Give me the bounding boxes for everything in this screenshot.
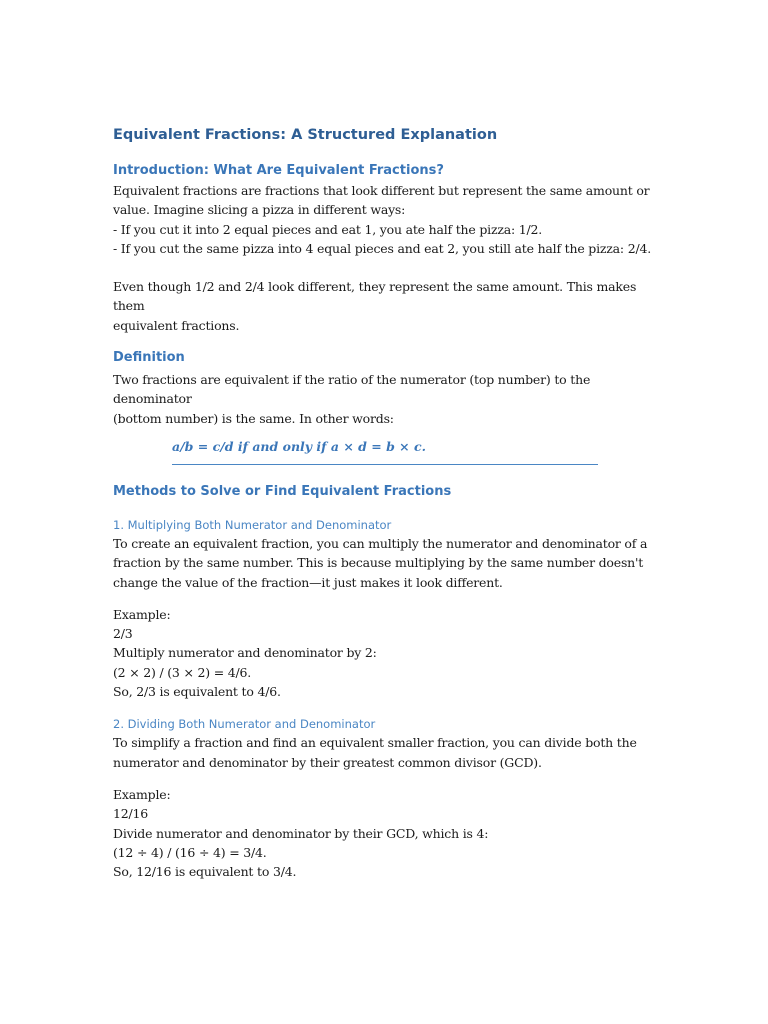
example-line: So, 2/3 is equivalent to 4/6. xyxy=(113,684,281,700)
text-line: Even though 1/2 and 2/4 look different, they represent the same amount. This makes them xyxy=(113,279,637,314)
document-title: Equivalent Fractions: A Structured Explanation xyxy=(113,127,498,143)
definition-paragraph xyxy=(113,370,658,428)
method-1-heading: 1. Multiplying Both Numerator and Denominator xyxy=(113,517,392,532)
document-content xyxy=(113,124,658,881)
text-line: fraction by the same number. This is because multiplying by the same number doesn't xyxy=(113,555,644,571)
text-line: numerator and denominator by their greatest common divisor (GCD). xyxy=(113,754,542,770)
method-2-example xyxy=(113,785,658,881)
example-line: Example: xyxy=(113,606,171,622)
example-line: 12/16 xyxy=(113,806,149,822)
example-line: Multiply numerator and denominator by 2: xyxy=(113,645,377,661)
text-line: To simplify a fraction and find an equivalent smaller fraction, you can divide both the xyxy=(113,735,637,751)
text-line: To create an equivalent fraction, you can multiply the numerator and denominator of a xyxy=(113,535,648,551)
example-line: (2 × 2) / (3 × 2) = 4/6. xyxy=(113,664,252,680)
method-1-example xyxy=(113,605,658,701)
intro-paragraph-2 xyxy=(113,277,658,335)
example-line: 2/3 xyxy=(113,626,133,642)
text-line: change the value of the fraction—it just makes it look different. xyxy=(113,574,503,590)
text-line: Equivalent fractions are fractions that look different but represent the same amount or xyxy=(113,183,650,198)
text-line: equivalent fractions. xyxy=(113,317,240,333)
example-line: Divide numerator and denominator by their GCD, which is 4: xyxy=(113,825,489,841)
bullet-item: - If you cut it into 2 equal pieces and eat 1, you ate half the pizza: 1/2. xyxy=(113,221,543,237)
definition-formula: a/b = c/d if and only if a × d = b × c. xyxy=(172,437,598,465)
definition-heading: Definition xyxy=(113,350,185,366)
text-line: value. Imagine slicing a pizza in different ways: xyxy=(113,202,406,218)
method-2-heading: 2. Dividing Both Numerator and Denominator xyxy=(113,717,376,732)
method-1-paragraph xyxy=(113,534,658,592)
example-line: (12 ÷ 4) / (16 ÷ 4) = 3/4. xyxy=(113,844,267,860)
intro-heading: Introduction: What Are Equivalent Fractions? xyxy=(113,163,444,178)
example-line: Example: xyxy=(113,786,171,802)
text-line: (bottom number) is the same. In other words: xyxy=(113,410,394,426)
intro-paragraph-1 xyxy=(113,181,658,258)
text-line: Two fractions are equivalent if the ratio of the numerator (top number) to the denominator xyxy=(113,372,591,407)
method-2-paragraph xyxy=(113,733,658,772)
example-line: So, 12/16 is equivalent to 3/4. xyxy=(113,864,297,880)
methods-heading: Methods to Solve or Find Equivalent Fractions xyxy=(113,483,452,499)
bullet-item: - If you cut the same pizza into 4 equal pieces and eat 2, you still ate half the pizza: 2/4. xyxy=(113,240,652,256)
